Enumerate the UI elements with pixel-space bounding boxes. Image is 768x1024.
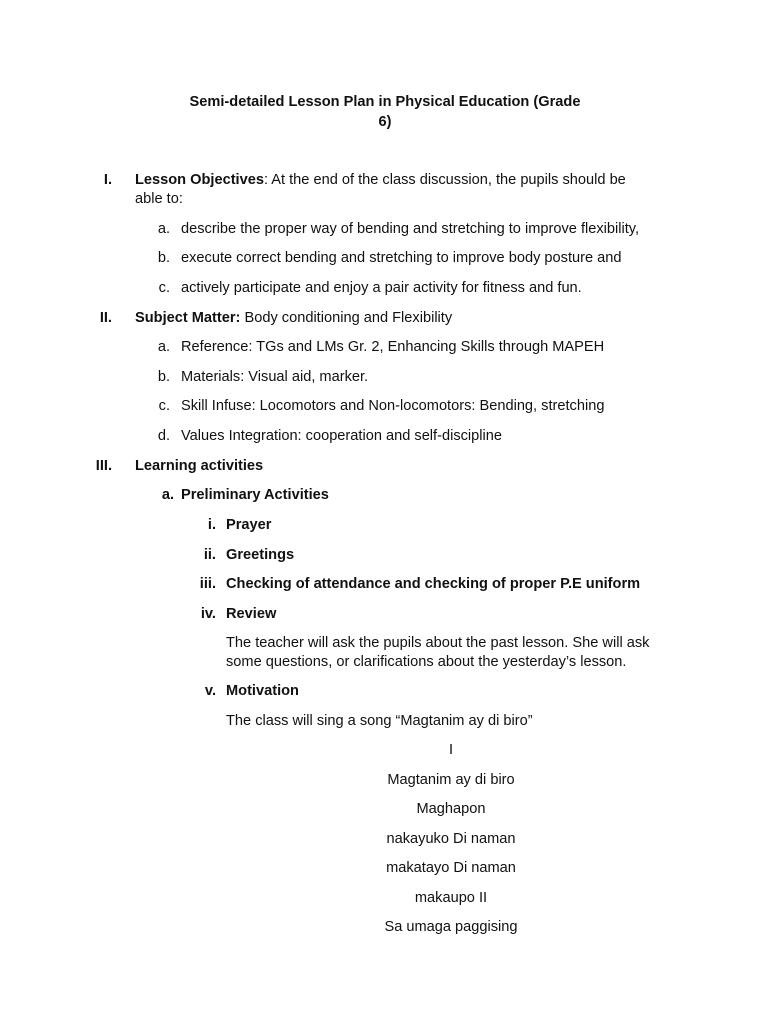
activity-attendance: Checking of attendance and checking of proper P.E uniform xyxy=(226,576,641,592)
objective-b-marker: b. xyxy=(157,250,170,266)
subject-d-marker: d. xyxy=(157,428,170,444)
subject-d-text: Values Integration: cooperation and self-discipline xyxy=(181,428,502,444)
song-line: Magtanim ay di biro xyxy=(387,772,515,788)
motivation-text: The class will sing a song “Magtanim ay di biro” xyxy=(226,713,533,729)
section-3-heading: Learning activities xyxy=(135,458,264,474)
subject-b-marker: b. xyxy=(157,369,170,385)
subject-a-text: Reference: TGs and LMs Gr. 2, Enhancing Skills through MAPEH xyxy=(181,339,605,355)
subject-c-marker: c. xyxy=(158,398,170,414)
song-line: makatayo Di naman xyxy=(386,860,516,876)
objective-c-text: actively participate and enjoy a pair activity for fitness and fun. xyxy=(181,280,582,296)
activity-iii-marker: iii. xyxy=(199,576,216,592)
section-3-numeral: III. xyxy=(95,458,112,474)
subject-b-text: Materials: Visual aid, marker. xyxy=(181,369,369,385)
song-line: makaupo II xyxy=(414,890,488,906)
activity-iv-marker: iv. xyxy=(200,606,216,622)
preliminary-heading: Preliminary Activities xyxy=(181,487,329,503)
activity-ii-marker: ii. xyxy=(203,547,216,563)
section-1-heading-rest-2: able to: xyxy=(135,191,183,207)
review-text-line-1: The teacher will ask the pupils about the past lesson. She will ask xyxy=(226,635,650,651)
section-2-heading-line xyxy=(135,309,452,328)
section-1-numeral: I. xyxy=(103,172,112,188)
song-line: Sa umaga paggising xyxy=(384,919,518,935)
song-line: I xyxy=(448,742,454,758)
review-text-line-2: some questions, or clarifications about the yesterday’s lesson. xyxy=(226,654,627,670)
objective-a-marker: a. xyxy=(157,221,170,237)
activity-motivation: Motivation xyxy=(226,683,299,699)
subject-c-text: Skill Infuse: Locomotors and Non-locomotors: Bending, stretching xyxy=(181,398,605,414)
objective-a-text: describe the proper way of bending and stretching to improve flexibility, xyxy=(181,221,640,237)
section-1-heading: Lesson Objectives xyxy=(135,172,264,188)
objective-b-text: execute correct bending and stretching to improve body posture and xyxy=(181,250,622,266)
activity-review: Review xyxy=(226,606,277,622)
section-2-heading: Subject Matter: xyxy=(135,310,241,326)
song-line: Maghapon xyxy=(416,801,486,817)
song-line: nakayuko Di naman xyxy=(386,831,516,847)
objective-c-marker: c. xyxy=(158,280,170,296)
activity-greetings: Greetings xyxy=(226,547,295,563)
activity-v-marker: v. xyxy=(204,683,216,699)
title-line-2: 6) xyxy=(378,114,392,130)
section-1-heading-line xyxy=(135,171,626,190)
section-1-heading-rest: : At the end of the class discussion, the pupils should be xyxy=(263,172,626,188)
activity-prayer: Prayer xyxy=(226,517,272,533)
document-title xyxy=(170,92,600,132)
title-line-1: Semi-detailed Lesson Plan in Physical Education (Grade xyxy=(189,94,581,110)
preliminary-marker: a. xyxy=(161,487,174,503)
section-2-numeral: II. xyxy=(99,310,112,326)
section-2-heading-rest: Body conditioning and Flexibility xyxy=(240,310,453,326)
activity-i-marker: i. xyxy=(207,517,216,533)
subject-a-marker: a. xyxy=(157,339,170,355)
